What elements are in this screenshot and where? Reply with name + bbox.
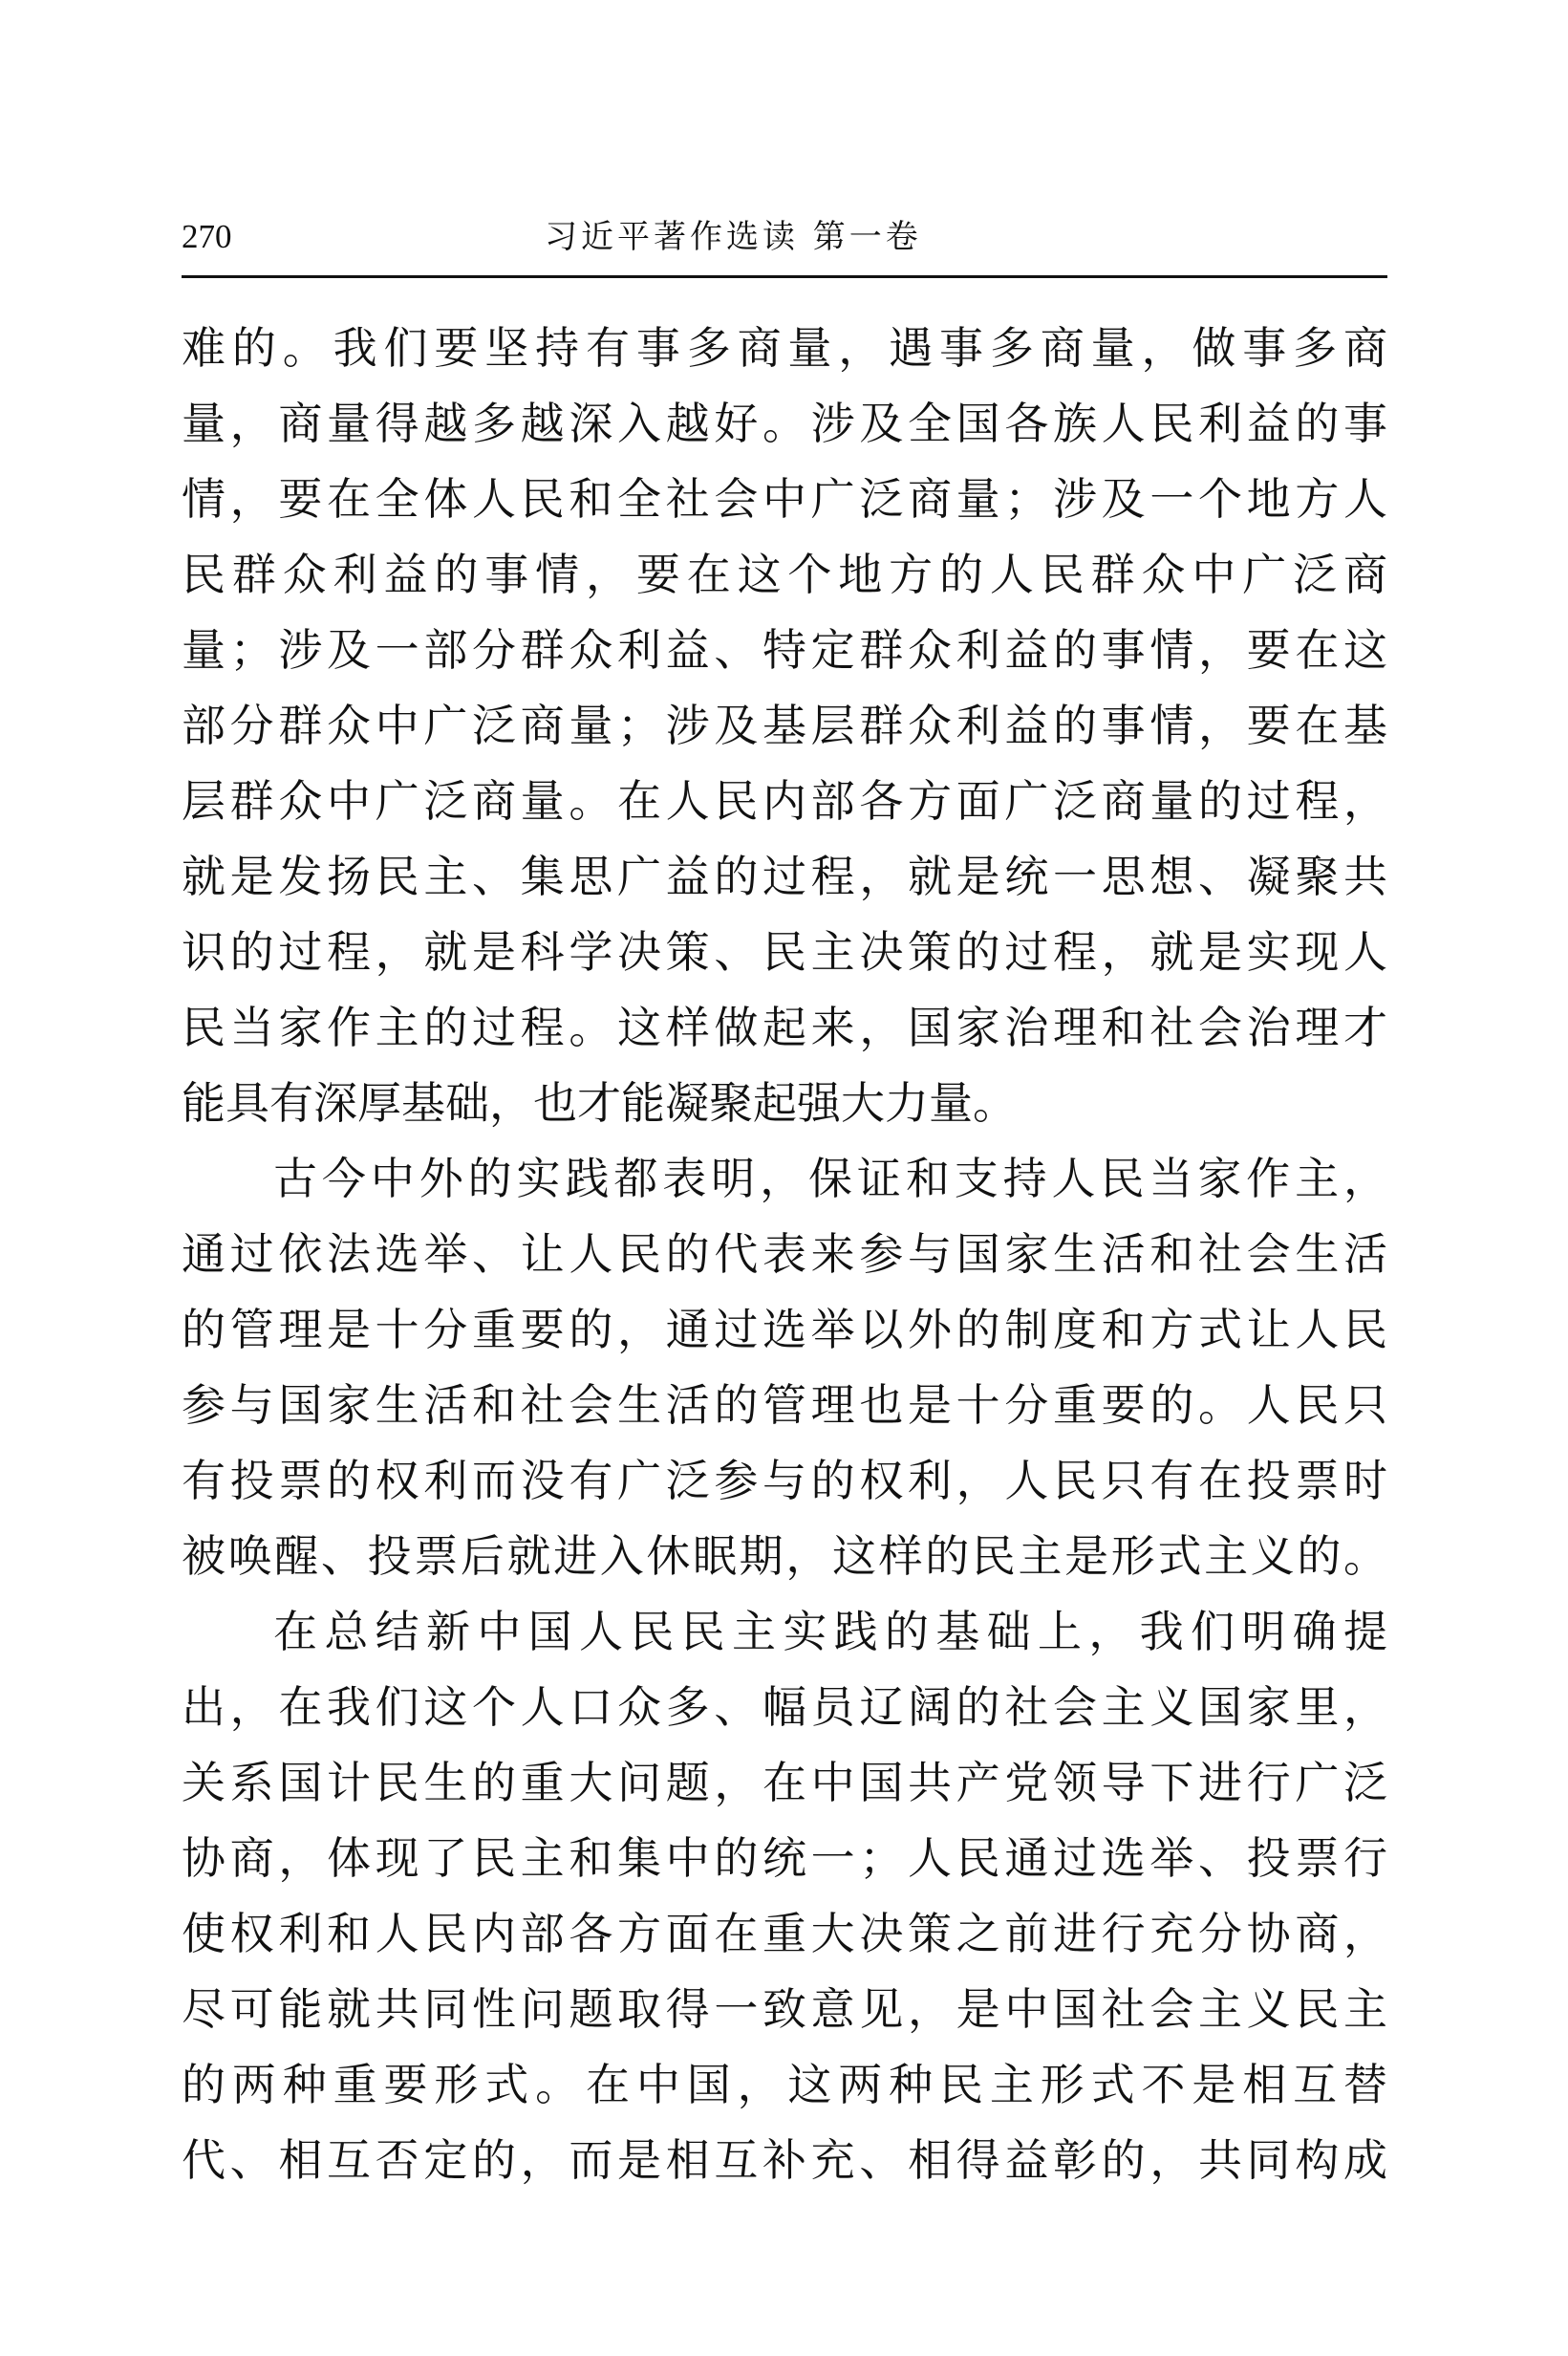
text-line: 就是发扬民主、集思广益的过程，就是统一思想、凝聚共 bbox=[182, 851, 1387, 902]
text-line: 在总结新中国人民民主实践的基础上，我们明确提 bbox=[273, 1606, 1387, 1657]
text-line: 古今中外的实践都表明，保证和支持人民当家作主， bbox=[273, 1153, 1387, 1204]
running-title: 习近平著作选读 第一卷 bbox=[545, 218, 922, 256]
text-line: 识的过程，就是科学决策、民主决策的过程，就是实现人 bbox=[182, 926, 1387, 978]
text-line: 关系国计民生的重大问题，在中国共产党领导下进行广泛 bbox=[182, 1757, 1387, 1808]
text-line: 量；涉及一部分群众利益、特定群众利益的事情，要在这 bbox=[182, 624, 1387, 676]
text-line: 层群众中广泛商量。在人民内部各方面广泛商量的过程， bbox=[182, 775, 1387, 827]
text-line: 部分群众中广泛商量；涉及基层群众利益的事情，要在基 bbox=[182, 700, 1387, 751]
text-line: 代、相互否定的，而是相互补充、相得益彰的，共同构成 bbox=[182, 2134, 1387, 2186]
text-line: 难的。我们要坚持有事多商量，遇事多商量，做事多商 bbox=[182, 322, 1387, 374]
text-line: 通过依法选举、让人民的代表来参与国家生活和社会生活 bbox=[182, 1228, 1387, 1280]
page-number: 270 bbox=[182, 218, 232, 255]
text-line: 有投票的权利而没有广泛参与的权利，人民只有在投票时 bbox=[182, 1455, 1387, 1506]
header-rule bbox=[182, 275, 1387, 278]
text-line: 的两种重要形式。在中国，这两种民主形式不是相互替 bbox=[182, 2059, 1387, 2110]
text-line: 出，在我们这个人口众多、幅员辽阔的社会主义国家里， bbox=[182, 1681, 1387, 1733]
body-text bbox=[182, 311, 1387, 2198]
text-line: 民群众利益的事情，要在这个地方的人民群众中广泛商 bbox=[182, 549, 1387, 600]
text-line: 协商，体现了民主和集中的统一；人民通过选举、投票行 bbox=[182, 1832, 1387, 1884]
text-line: 被唤醒、投票后就进入休眠期，这样的民主是形式主义的。 bbox=[182, 1530, 1387, 1582]
text-line: 的管理是十分重要的，通过选举以外的制度和方式让人民 bbox=[182, 1304, 1387, 1355]
text-line: 情，要在全体人民和全社会中广泛商量；涉及一个地方人 bbox=[182, 473, 1387, 525]
text-line: 参与国家生活和社会生活的管理也是十分重要的。人民只 bbox=[182, 1379, 1387, 1431]
text-line: 使权利和人民内部各方面在重大决策之前进行充分协商， bbox=[182, 1908, 1387, 1959]
text-line: 民当家作主的过程。这样做起来，国家治理和社会治理才 bbox=[182, 1002, 1387, 1053]
text-line: 能具有深厚基础，也才能凝聚起强大力量。 bbox=[182, 1077, 1017, 1129]
text-line: 量，商量得越多越深入越好。涉及全国各族人民利益的事 bbox=[182, 398, 1387, 449]
page-header bbox=[182, 210, 1387, 277]
text-line: 尽可能就共同性问题取得一致意见，是中国社会主义民主 bbox=[182, 1983, 1387, 2035]
